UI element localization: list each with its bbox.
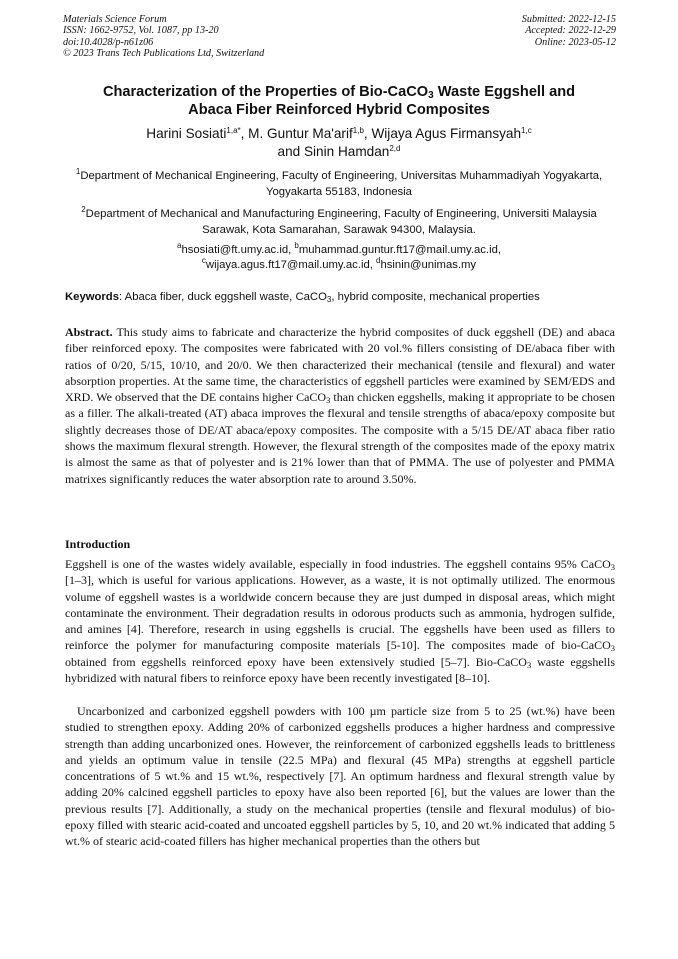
email-marker: c (201, 256, 206, 265)
paragraph-text: obtained from eggshells reinforced epoxy have been extensively studied [5–7]. Bio-CaCO (65, 654, 527, 669)
issn: ISSN: 1662-9752, Vol. 1087, pp 13-20 (63, 25, 219, 37)
abstract-subscript: 3 (326, 395, 331, 406)
keywords (65, 290, 615, 304)
title-line1-post: Waste Eggshell and (433, 84, 576, 100)
abstract-text: This study aims to fabricate and characterize the hybrid composites of duck eggshell (DE) and abaca fiber reinforced epoxy. The composites were fabricated with 20 vol.% fillers consisting of DE/abaca fiber with ratios of 0/20, 5/15, 10/10, and 20/0. We then characterized their mechanical (tensile and flexural) and water absorption properties. At the same time, the characteristics of eggshell particles were examined by SEM/EDS and XRD. We observed that the DE contains higher CaCO (65, 325, 615, 405)
abstract-label: Abstract. (65, 325, 113, 339)
author-affiliation-marker: 1,b (352, 126, 364, 135)
affiliation-1 (70, 169, 608, 200)
keywords-text: , hybrid composite, mechanical properties (331, 291, 540, 303)
author-affiliation-marker: 1,c (521, 126, 532, 135)
affiliation-marker: 2 (81, 205, 86, 214)
author-name: and Sinin Hamdan (277, 144, 390, 159)
copyright: © 2023 Trans Tech Publications Ltd, Switzerland (63, 47, 265, 59)
submitted-date: Submitted: 2022-12-15 (521, 14, 616, 25)
abstract-text: than chicken eggshells, making it appropriate to be chosen as a filler. The alkali-treated (AT) abaca improves the flexural and tensile strengths of abaca/epoxy composite but slightly decreases those of DE/AT abaca/epoxy composites. The composite with a 5/15 DE/AT abaca fiber ratio shows the maximum flexural strength. However, the flexural strength of the composites made of the epoxy matrix is almost the same as that of polyester and is 21% lower than that of PMMA. The use of polyester and PMMA matrixes significantly reduces the water absorption rate to around 3.50%. (65, 390, 615, 486)
paragraph-text: Eggshell is one of the wastes widely available, especially in food industries. The eggshell contains 95% CaCO (65, 557, 611, 571)
section-heading-introduction: Introduction (65, 537, 131, 551)
journal-info (63, 14, 264, 59)
author-name: , Wijaya Agus Firmansyah (363, 126, 522, 141)
subscript: 3 (526, 659, 532, 670)
subscript: 3 (610, 643, 615, 654)
email-marker: b (294, 241, 299, 250)
keywords-label: Keywords (65, 291, 119, 303)
journal-name: Materials Science Forum (63, 14, 167, 25)
paragraph-text: waste eggshells hybridized with natural fibers to reinforce epoxy have been recently investigated [8–10]. (65, 654, 615, 686)
doi: doi:10.4028/p-n61z06 (63, 36, 154, 48)
publication-dates (522, 14, 616, 48)
affiliation-text: Department of Mechanical and Manufacturing Engineering, Faculty of Engineering, Universiti Malaysia Sarawak, Kota Samarahan, Sarawak 94300, Malaysia. (85, 208, 597, 236)
subscript: 3 (610, 562, 615, 572)
email-link[interactable]: muhammad.guntur.ft17@mail.umy.ac.id, (298, 244, 501, 256)
keywords-text: : Abaca fiber, duck eggshell waste, CaCO (119, 291, 327, 303)
affiliation-text: Department of Mechanical Engineering, Faculty of Engineering, Universitas Muhammadiyah Yogyakarta, Yogyakarta 55183, Indonesia (80, 170, 603, 198)
author-affiliation-marker: 1,a* (226, 126, 241, 135)
keywords-subscript: 3 (326, 295, 332, 304)
email-marker: d (376, 256, 381, 265)
email-link[interactable]: hsinin@unimas.my (380, 259, 477, 271)
title-line1-pre: Characterization of the Properties of Bio-CaCO (102, 84, 429, 100)
introduction-paragraph-1 (65, 556, 615, 686)
paragraph-text: [1–3], which is useful for various applications. However, as a waste, it is not optimally utilized. The enormous volume of eggshell wastes is a worldwide concern because they are just dumped in disposal areas, which might contaminate the environment. Their degradation results in odorous products such as ammonia, hydrogen sulfide, and amines [4]. Therefore, research in using eggshells is crucial. The eggshells have been used as fillers to reinforce the polymer for manufacturing composite materials [5-10]. The composites made of bio-CaCO (65, 573, 615, 653)
introduction-paragraph-2: Uncarbonized and carbonized eggshell powders with 100 µm particle size from 5 to 25 (wt.%) have been studied to strengthen epoxy. Adding 20% of carbonized eggshells produces a higher hardness and compressive strength than adding uncarbonized ones. However, the reinforcement of carbonized eggshells leads to brittleness and yields an optimum value in tensile (22.5 MPa) and flexural (45 MPa) strengths at eggshell particle concentrations of 5 wt.% and 15 wt.%, respectively [7]. An optimum hardness and flexural strength value by adding 20% calcined eggshell particles to epoxy have also been reported [6], but the values are lower than the previous results [7]. Additionally, a study on the mechanical properties (tensile and flexural modulus) of bio-epoxy filled with stearic acid-coated and uncoated eggshell particles by 5, 10, and 20 wt.% indicated that adding 5 wt.% of stearic acid-coated fillers has higher mechanical properties than the others but (65, 704, 615, 849)
email-link[interactable]: hsosiati@ft.umy.ac.id, (181, 244, 295, 256)
email-link[interactable]: wijaya.agus.ft17@mail.umy.ac.id, (205, 259, 377, 271)
author-emails (70, 243, 608, 273)
online-date: Online: 2023-05-12 (534, 36, 616, 48)
title-line2: Abaca Fiber Reinforced Hybrid Composites (188, 102, 490, 118)
title-subscript: 3 (428, 90, 434, 101)
author-affiliation-marker: 2,d (389, 144, 401, 153)
affiliation-2 (70, 207, 608, 238)
paper-title (60, 83, 618, 119)
abstract (65, 324, 615, 487)
accepted-date: Accepted: 2022-12-29 (525, 25, 616, 37)
author-name: , M. Guntur Ma'arif (240, 126, 353, 141)
email-marker: a (176, 241, 182, 250)
author-name: Harini Sosiati (146, 126, 227, 141)
affiliation-marker: 1 (75, 167, 81, 176)
author-list (60, 125, 618, 161)
